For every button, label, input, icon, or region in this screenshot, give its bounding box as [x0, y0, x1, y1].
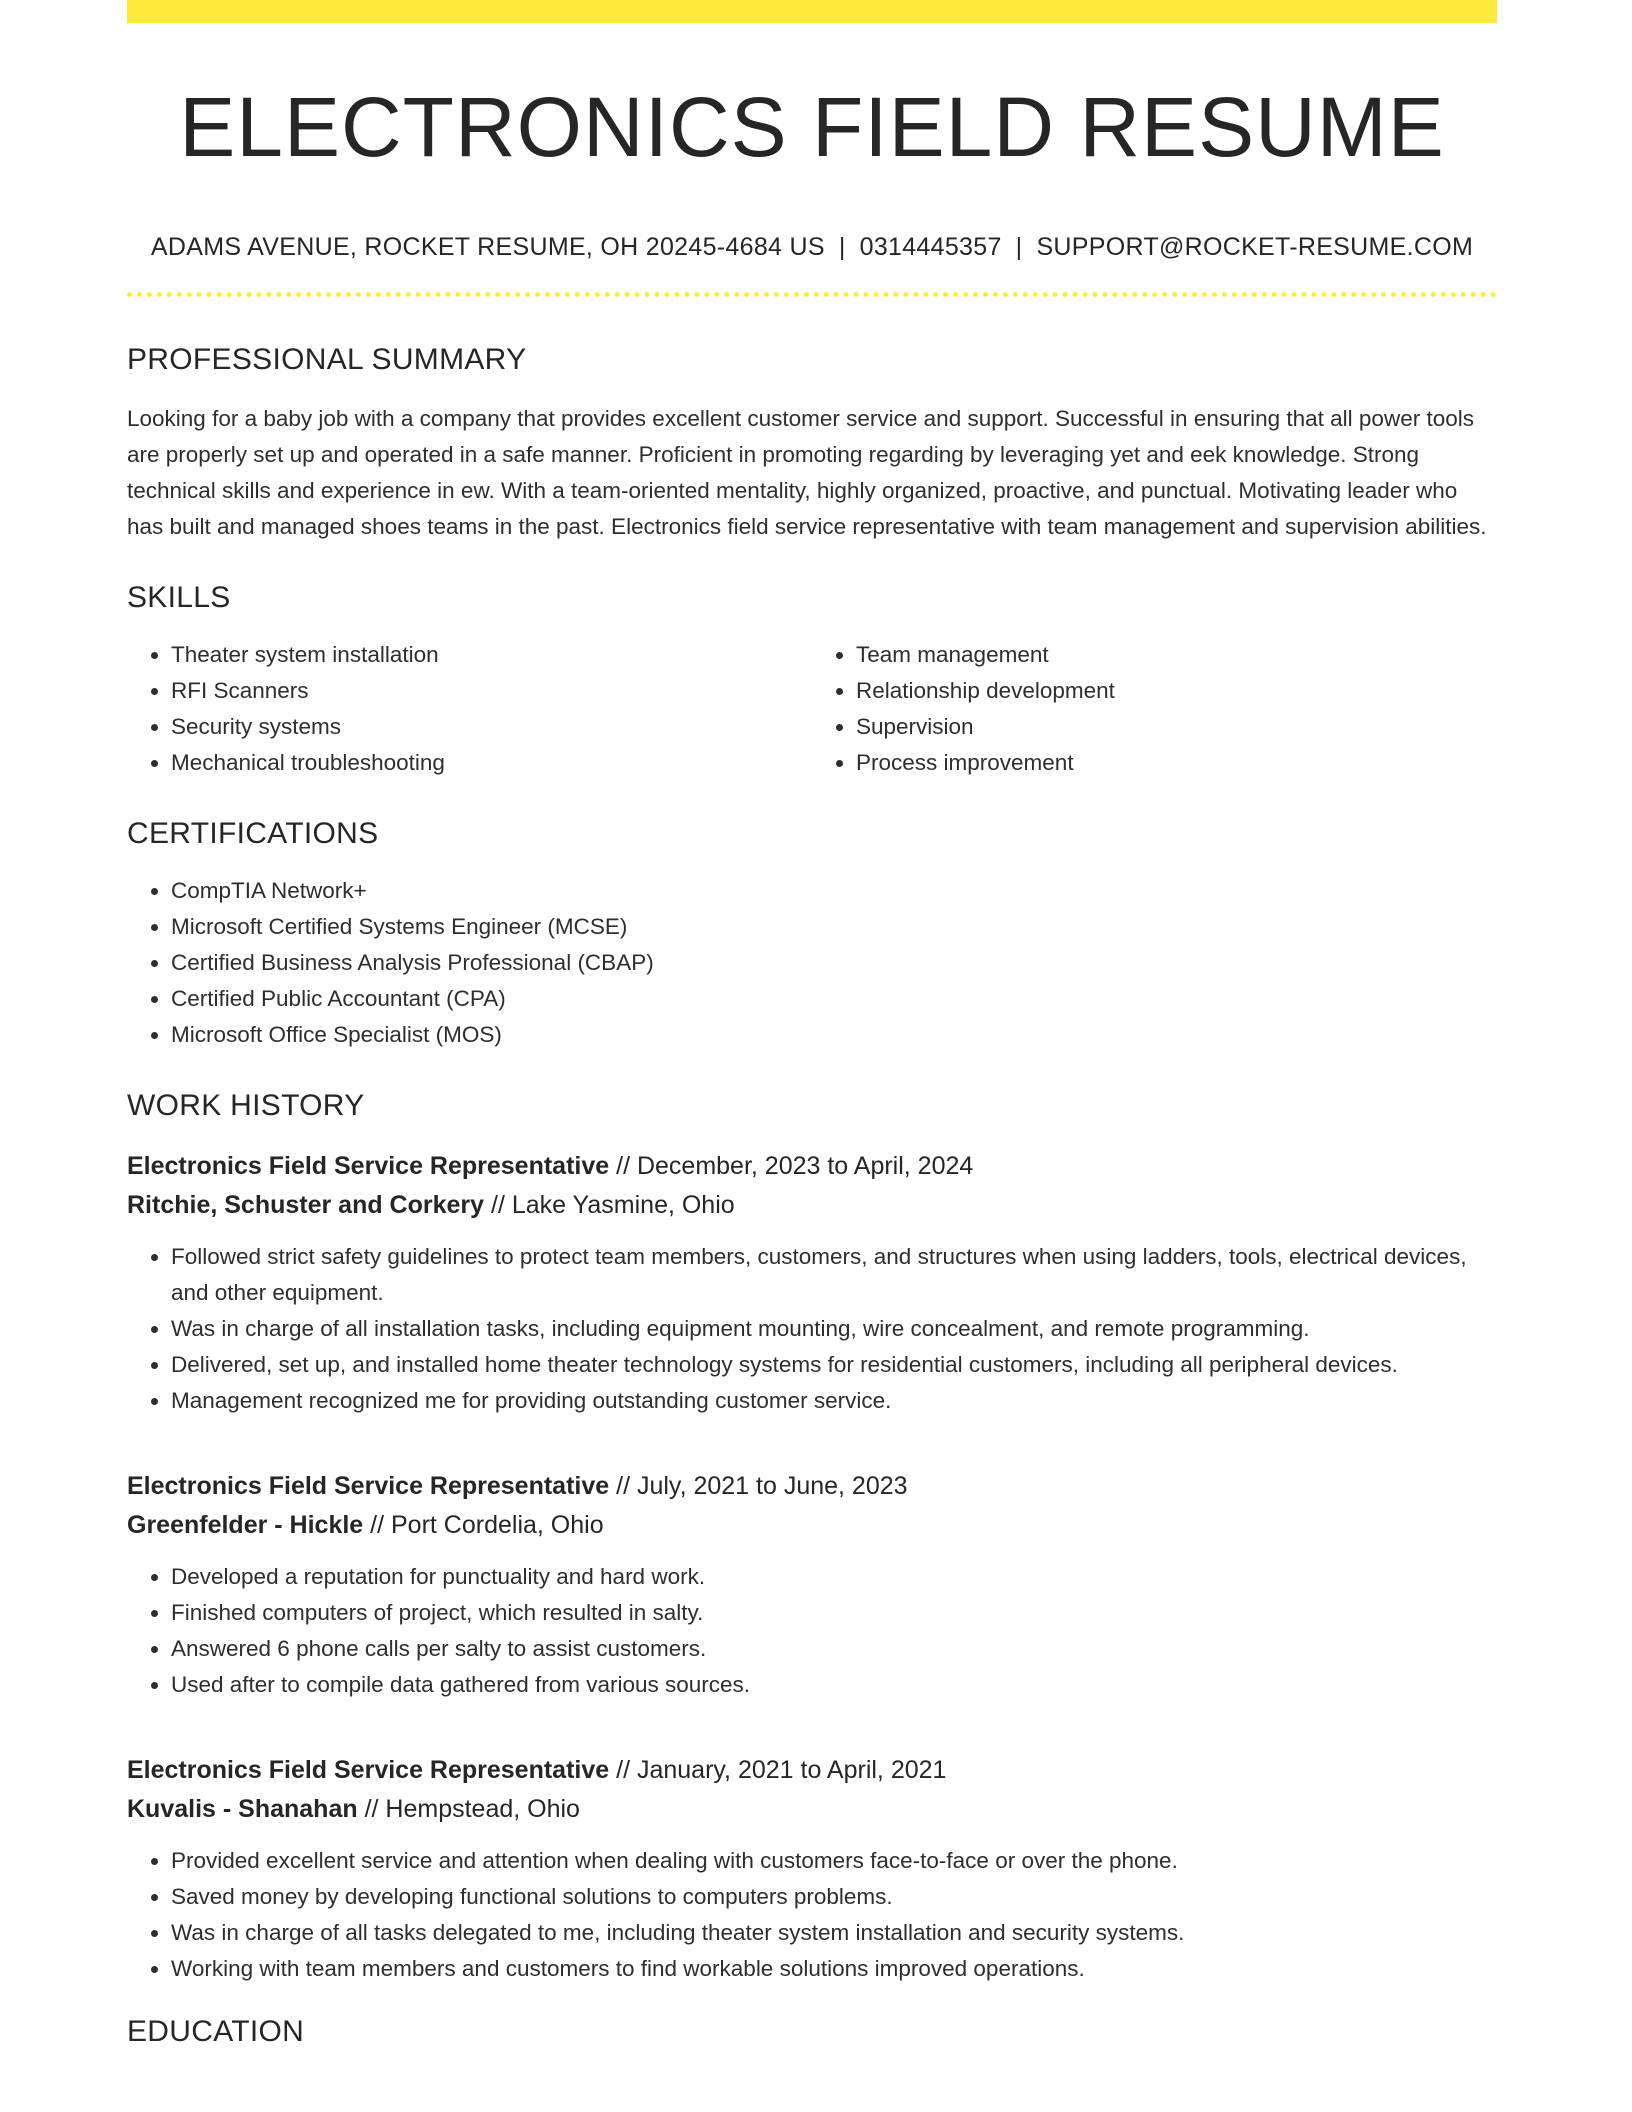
contact-separator: | [838, 233, 846, 261]
job-role: Electronics Field Service Representative [127, 1152, 610, 1180]
job-company: Ritchie, Schuster and Corkery [127, 1191, 485, 1219]
job-location: // Hempstead, Ohio [364, 1795, 580, 1823]
job-location: // Lake Yasmine, Ohio [491, 1191, 735, 1219]
job-dates: // July, 2021 to June, 2023 [616, 1472, 908, 1500]
job-role-line [127, 1147, 1497, 1186]
job-bullet: • Used after to compile data gathered from various sources. [171, 1667, 1497, 1703]
contact-line [127, 235, 1497, 260]
job-location: // Port Cordelia, Ohio [370, 1511, 604, 1539]
summary-heading: PROFESSIONAL SUMMARY [127, 343, 527, 376]
job-bullet: • Answered 6 phone calls per salty to assist customers. [171, 1631, 1497, 1667]
job-role: Electronics Field Service Representative [127, 1756, 610, 1784]
certifications-heading: CERTIFICATIONS [127, 817, 379, 850]
job-company: Kuvalis - Shanahan [127, 1795, 358, 1823]
job-bullet: • Was in charge of all tasks delegated to me, including theater system installation and security systems. [171, 1915, 1497, 1951]
job-entry [127, 1751, 1497, 1987]
job-bullets [127, 1559, 1497, 1703]
job-company-line [127, 1790, 1497, 1829]
dotted-divider [127, 292, 1497, 297]
skill-item: • Relationship development [856, 673, 1497, 709]
skill-item: • Mechanical troubleshooting [171, 745, 812, 781]
contact-separator: | [1015, 233, 1023, 261]
job-bullet: • Followed strict safety guidelines to protect team members, customers, and structures when using ladders, tools, electrical devices, and other equipment. [171, 1239, 1497, 1311]
job-bullet: • Saved money by developing functional solutions to computers problems. [171, 1879, 1497, 1915]
job-bullet: • Management recognized me for providing outstanding customer service. [171, 1383, 1497, 1419]
job-bullet: • Was in charge of all installation tasks, including equipment mounting, wire concealment, and remote programming. [171, 1311, 1497, 1347]
skill-item: • RFI Scanners [171, 673, 812, 709]
job-role: Electronics Field Service Representative [127, 1472, 610, 1500]
contact-email[interactable]: SUPPORT@ROCKET-RESUME.COM [1036, 233, 1474, 261]
job-entry [127, 1467, 1497, 1703]
skill-item: • Theater system installation [171, 637, 812, 673]
job-entry [127, 1147, 1497, 1419]
education-heading: EDUCATION [127, 2015, 305, 2048]
job-company-line [127, 1186, 1497, 1225]
skills-column-left [127, 637, 812, 781]
job-bullet: • Delivered, set up, and installed home theater technology systems for residential customers, including all peripheral devices. [171, 1347, 1497, 1383]
skills-column-right [812, 637, 1497, 781]
job-dates: // December, 2023 to April, 2024 [616, 1152, 974, 1180]
job-role-line [127, 1751, 1497, 1790]
job-bullet: • Provided excellent service and attention when dealing with customers face-to-face or over the phone. [171, 1843, 1497, 1879]
job-company-line [127, 1506, 1497, 1545]
skills-list [127, 637, 1497, 781]
skill-item: • Team management [856, 637, 1497, 673]
job-bullet: • Working with team members and customers to find workable solutions improved operations. [171, 1951, 1497, 1987]
job-bullet: • Developed a reputation for punctuality and hard work. [171, 1559, 1497, 1595]
skill-item: • Supervision [856, 709, 1497, 745]
summary-text: Looking for a baby job with a company that provides excellent customer service and support. Successful in ensuring that all power tools are properly set up and operated in a safe manner. Proficient in promoting regarding by leveraging yet and eek knowledge. Strong technical skills and experience in ew. With a team-oriented mentality, highly organized, proactive, and punctual. Motivating leader who has built and managed shoes teams in the past. Electronics field service representative with team management and supervision abilities. [127, 406, 1487, 539]
work-history-heading: WORK HISTORY [127, 1089, 365, 1122]
skill-item: • Security systems [171, 709, 812, 745]
contact-phone[interactable]: 0314445357 [859, 233, 1002, 261]
certification-item: • Certified Business Analysis Professional (CBAP) [171, 945, 1497, 981]
job-company: Greenfelder - Hickle [127, 1511, 364, 1539]
job-bullet: • Finished computers of project, which resulted in salty. [171, 1595, 1497, 1631]
certification-item: • Microsoft Office Specialist (MOS) [171, 1017, 1497, 1053]
certification-item: • Certified Public Accountant (CPA) [171, 981, 1497, 1017]
accent-top-bar [127, 0, 1497, 23]
skill-item: • Process improvement [856, 745, 1497, 781]
job-bullets [127, 1239, 1497, 1419]
certification-item: • Microsoft Certified Systems Engineer (MCSE) [171, 909, 1497, 945]
certifications-list [127, 873, 1497, 1053]
job-dates: // January, 2021 to April, 2021 [616, 1756, 947, 1784]
job-role-line [127, 1467, 1497, 1506]
resume-title: ELECTRONICS FIELD RESUME [179, 80, 1445, 174]
job-bullets [127, 1843, 1497, 1987]
resume-page [127, 0, 1497, 2047]
certification-item: • CompTIA Network+ [171, 873, 1497, 909]
contact-address: ADAMS AVENUE, ROCKET RESUME, OH 20245-4684 US [150, 233, 825, 261]
skills-heading: SKILLS [127, 581, 231, 614]
